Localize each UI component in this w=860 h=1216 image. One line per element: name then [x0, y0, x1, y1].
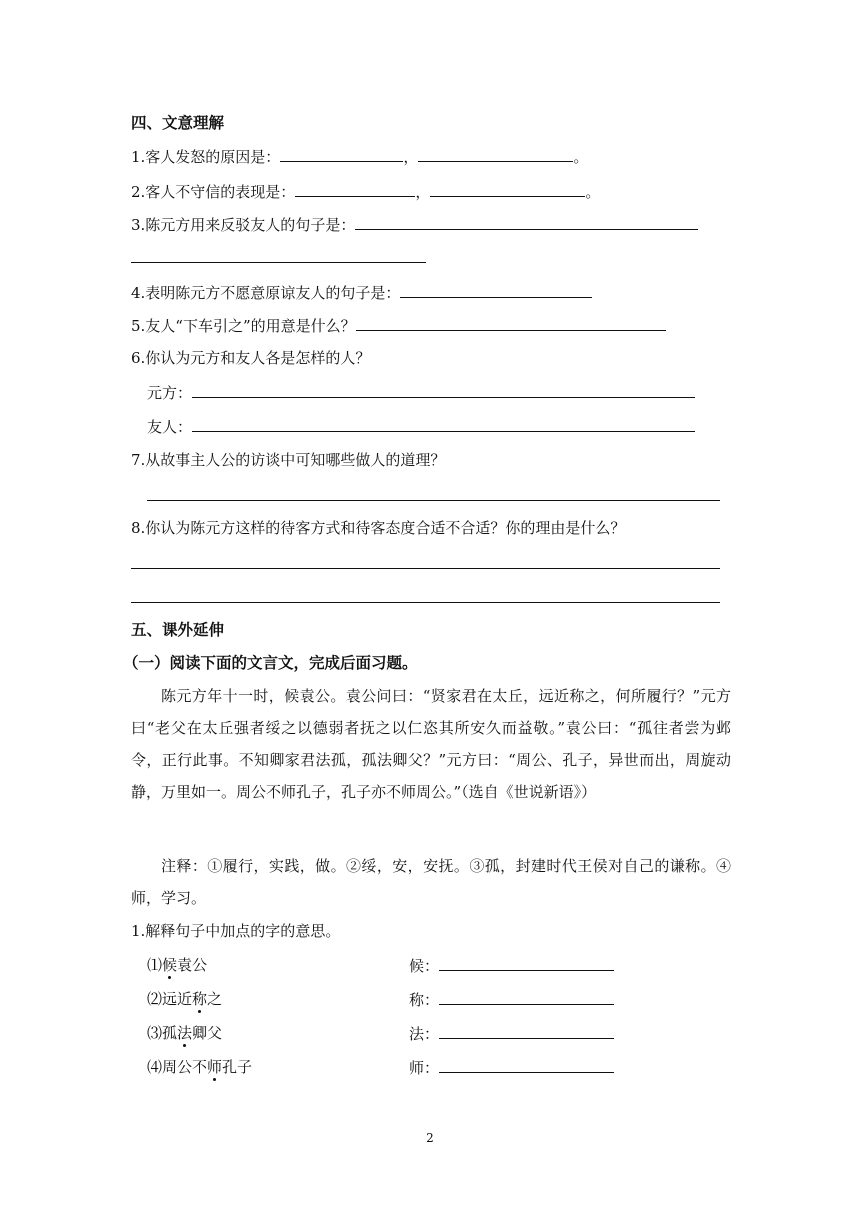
reading-sub-heading: （一）阅读下面的文言文，完成后面习题。: [123, 654, 418, 672]
section-4-heading: 四、文意理解: [131, 114, 225, 132]
question-text: 4.表明陈元方不愿意原谅友人的句子是：: [131, 284, 401, 302]
vocab-answer-4: 师：: [409, 1057, 614, 1078]
answer-blank[interactable]: [439, 989, 614, 1005]
answer-label: 元方：: [147, 384, 193, 402]
question-text: 3.陈元方用来反驳友人的句子是：: [131, 216, 356, 234]
answer-blank[interactable]: [355, 214, 698, 230]
answer-blank[interactable]: [295, 181, 415, 197]
question-4-3: [131, 214, 698, 235]
page-number: 2: [426, 1131, 434, 1145]
vocab-answer-3: 法：: [409, 1023, 614, 1044]
question-4-4: [131, 282, 592, 303]
dotted-char: 称: [192, 990, 208, 1008]
answer-blank[interactable]: [430, 181, 585, 197]
question-4-1: 1.客人发怒的原因是： ， 。: [131, 148, 589, 166]
section-5-heading: 五、课外延伸: [131, 621, 225, 639]
dotted-char: 法: [177, 1024, 193, 1042]
answer-line[interactable]: [131, 602, 720, 603]
answer-blank[interactable]: [280, 146, 403, 162]
annotation-notes: 注释：①履行，实践，做。②绥，安，安抚。③孤，封建时代王侯对自己的谦称。④师，学习。: [131, 857, 731, 907]
question-4-2: 2.客人不守信的表现是： ， 。: [131, 183, 601, 201]
answer-blank[interactable]: [439, 1023, 614, 1039]
answer-blank[interactable]: [192, 382, 695, 398]
answer-friend: [147, 416, 695, 437]
question-4-6: 6.你认为元方和友人各是怎样的人？: [131, 349, 371, 367]
answer-blank[interactable]: [439, 1057, 614, 1073]
vocab-answer-2: 称：: [409, 989, 614, 1010]
question-text: 1.客人发怒的原因是：: [131, 148, 281, 166]
question-4-7: 7.从故事主人公的访谈中可知哪些做人的道理？: [131, 451, 446, 469]
answer-blank[interactable]: [418, 146, 573, 162]
answer-label: 友人：: [147, 418, 193, 436]
answer-blank[interactable]: [439, 955, 614, 971]
question-text: 5.友人“下车引之”的用意是什么？: [131, 317, 356, 335]
vocab-item-4: ⑷周公不师孔子: [147, 1058, 253, 1076]
question-text: 2.客人不守信的表现是：: [131, 183, 296, 201]
answer-blank[interactable]: [400, 282, 592, 298]
question-5-1: 1.解释句子中加点的字的意思。: [131, 922, 341, 940]
answer-line[interactable]: [147, 500, 720, 501]
vocab-item-3: ⑶孤法卿父: [147, 1024, 223, 1042]
answer-blank[interactable]: [192, 416, 695, 432]
answer-blank[interactable]: [356, 315, 666, 331]
vocab-item-2: ⑵远近称之: [147, 990, 223, 1008]
dotted-char: 师: [207, 1058, 223, 1076]
dotted-char: 候: [162, 956, 178, 974]
question-4-5: [131, 315, 666, 336]
question-4-8: 8.你认为陈元方这样的待客方式和待客态度合适不合适？你的理由是什么？: [131, 519, 626, 537]
classical-passage: 陈元方年十一时，候袁公。袁公问曰：“贤家君在太丘，远近称之，何所履行？”元方曰“老父在太丘强者绥之以德弱者抚之以仁恣其所安久而益敬。”袁公曰：“孤往者尝为邺令，正行此事。不知卿家君法孤，孤法卿父？”元方曰：“周公、孔子，异世而出，周旋动静，万里如一。周公不师孔子，孔子亦不师周公。”（选自《世说新语》）: [131, 687, 731, 801]
answer-yuanfang: [147, 382, 695, 403]
vocab-answer-1: 候：: [409, 955, 614, 976]
answer-line[interactable]: [131, 262, 426, 263]
answer-line[interactable]: [131, 568, 720, 569]
vocab-item-1: ⑴候袁公: [147, 956, 208, 974]
